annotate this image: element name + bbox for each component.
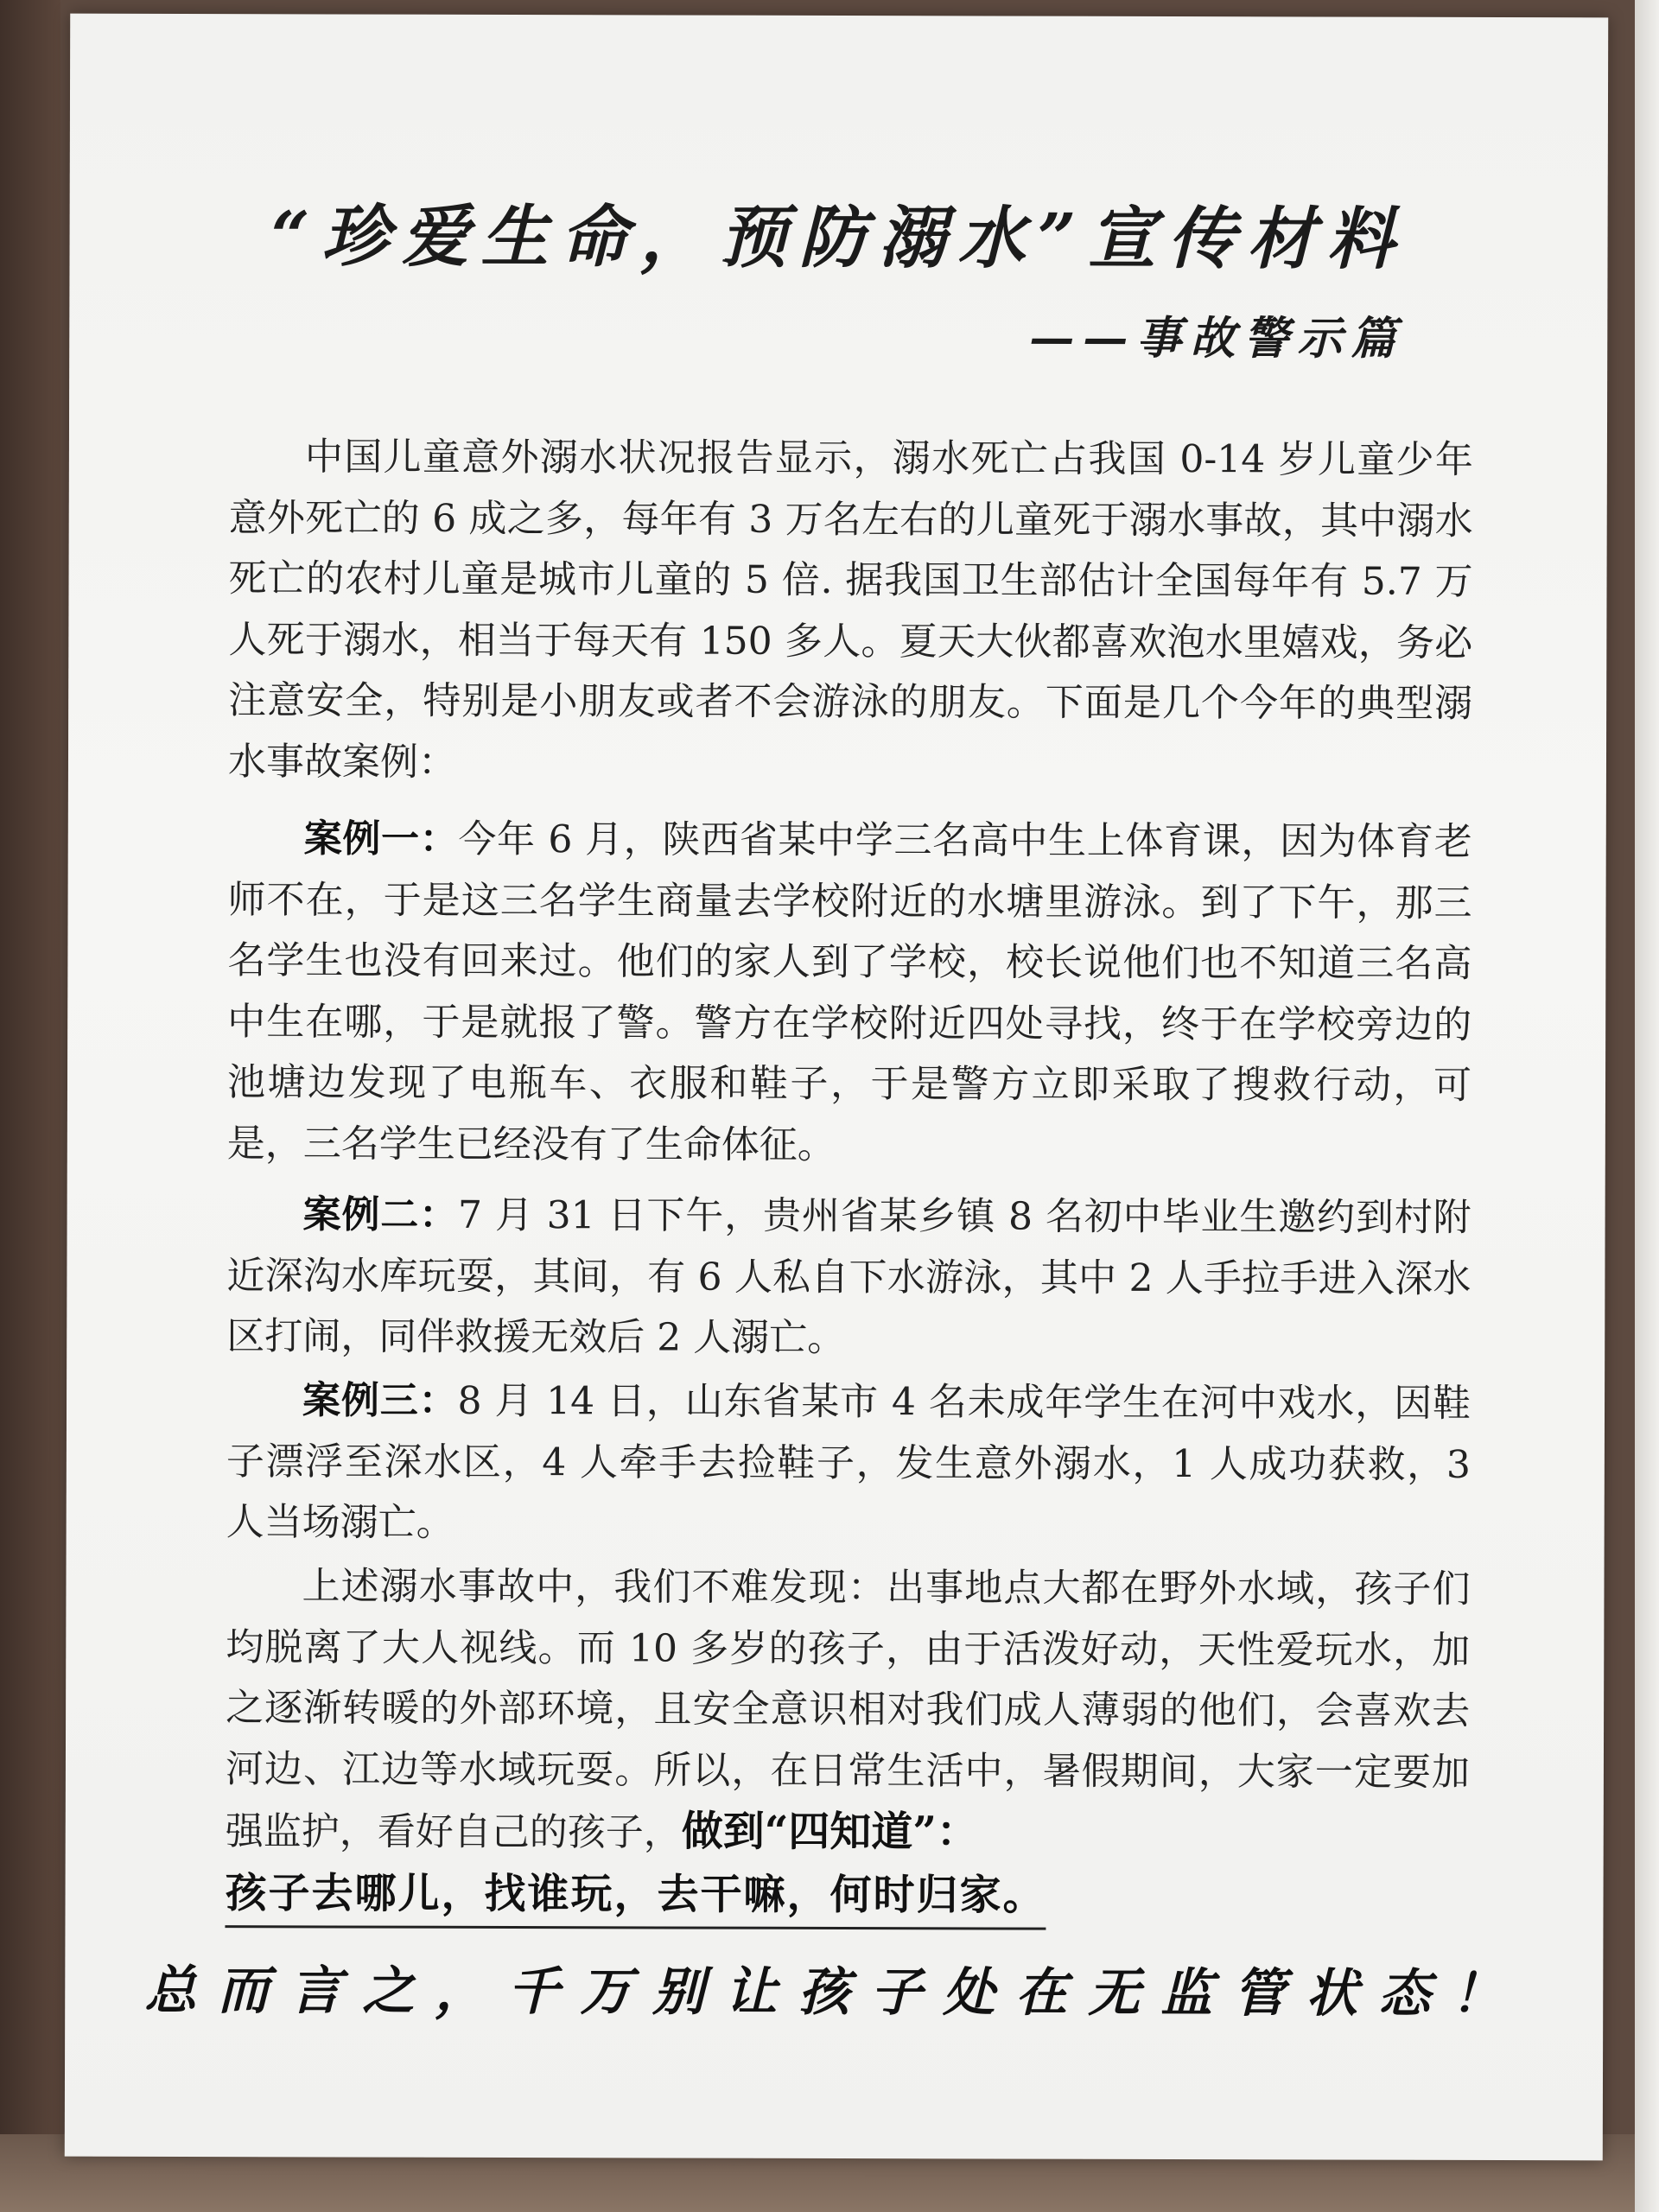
closing-statement: 总而言之，千万别让孩子处在无监管状态！ <box>144 1960 1524 2025</box>
document-subtitle: ——事故警示篇 <box>1029 311 1405 365</box>
summary-text: 上述溺水事故中，我们不难发现：出事地点大都在野外水域，孩子们均脱离了大人视线。而 10 多岁的孩子，由于活泼好动，天性爱玩水，加之逐渐转暖的外部环境，且安全意识相对我们成人薄弱的他们，会喜欢去河边、江边等水域玩耍。所以，在日常生活中，暑假期间，大家一定要加强监护，看好自己的孩子， <box>225 1564 1471 1855</box>
case-one-body <box>227 809 1472 1178</box>
case-one-label: 案例一： <box>303 817 459 861</box>
document-title: “珍爱生命，预防溺水”宣传材料 <box>270 197 1407 279</box>
summary-paragraph <box>225 1556 1470 1931</box>
case-three-paragraph <box>226 1370 1471 1556</box>
background-adjacent-sheet <box>1635 0 1659 2212</box>
case-three-text: 8 月 14 日，山东省某市 4 名未成年学生在河中戏水，因鞋子漂浮至深水区，4 人牵手去捡鞋子，发生意外溺水，1 人成功获救，3 人当场溺亡。 <box>226 1378 1471 1545</box>
summary-body <box>226 1556 1471 1866</box>
case-one-paragraph <box>227 809 1472 1178</box>
background-left <box>0 0 60 2212</box>
case-three-label: 案例三： <box>302 1378 458 1423</box>
paper-sheet <box>65 14 1608 2161</box>
case-two-text: 7 月 31 日下午，贵州省某乡镇 8 名初中毕业生邀约到村附近深沟水库玩耍，其间，有 6 人私自下水游泳，其中 2 人手拉手进入深水区打闹，同伴救援无效后 2 人溺亡。 <box>226 1192 1471 1361</box>
case-two-label: 案例二： <box>302 1192 459 1237</box>
case-two-body <box>226 1185 1471 1370</box>
case-one-text: 今年 6 月，陕西省某中学三名高中生上体育课，因为体育老师不在，于是这三名学生商量去学校附近的水塘里游泳。到了下午，那三名学生也没有回来过。他们的家人到了学校，校长说他们也不知道三名高中生在哪，于是就报了警。警方在学校附近四处寻找，终于在学校旁边的池塘边发现了电瓶车、衣服和鞋子，于是警方立即采取了搜救行动，可是，三名学生已经没有了生命体征。 <box>226 817 1472 1167</box>
intro-text: 中国儿童意外溺水状况报告显示，溺水死亡占我国 0-14 岁儿童少年意外死亡的 6 成之多，每年有 3 万名左右的儿童死于溺水事故，其中溺水死亡的农村儿童是城市儿童的 5 倍. 据我国卫生部估计全国每年有 5.7 万人死于溺水，相当于每天有 150 多人。夏天大伙都喜欢泡水里嬉戏，务必注意安全，特别是小朋友或者不会游泳的朋友。下面是几个今年的典型溺水事故案例： <box>227 435 1473 785</box>
case-two-paragraph <box>226 1185 1471 1370</box>
four-know-items: 孩子去哪儿，找谁玩，去干嘛，何时归家。 <box>225 1863 1046 1930</box>
intro-paragraph <box>228 427 1473 796</box>
case-three-body <box>226 1370 1471 1556</box>
four-know-label: 做到“四知道”： <box>681 1807 979 1857</box>
